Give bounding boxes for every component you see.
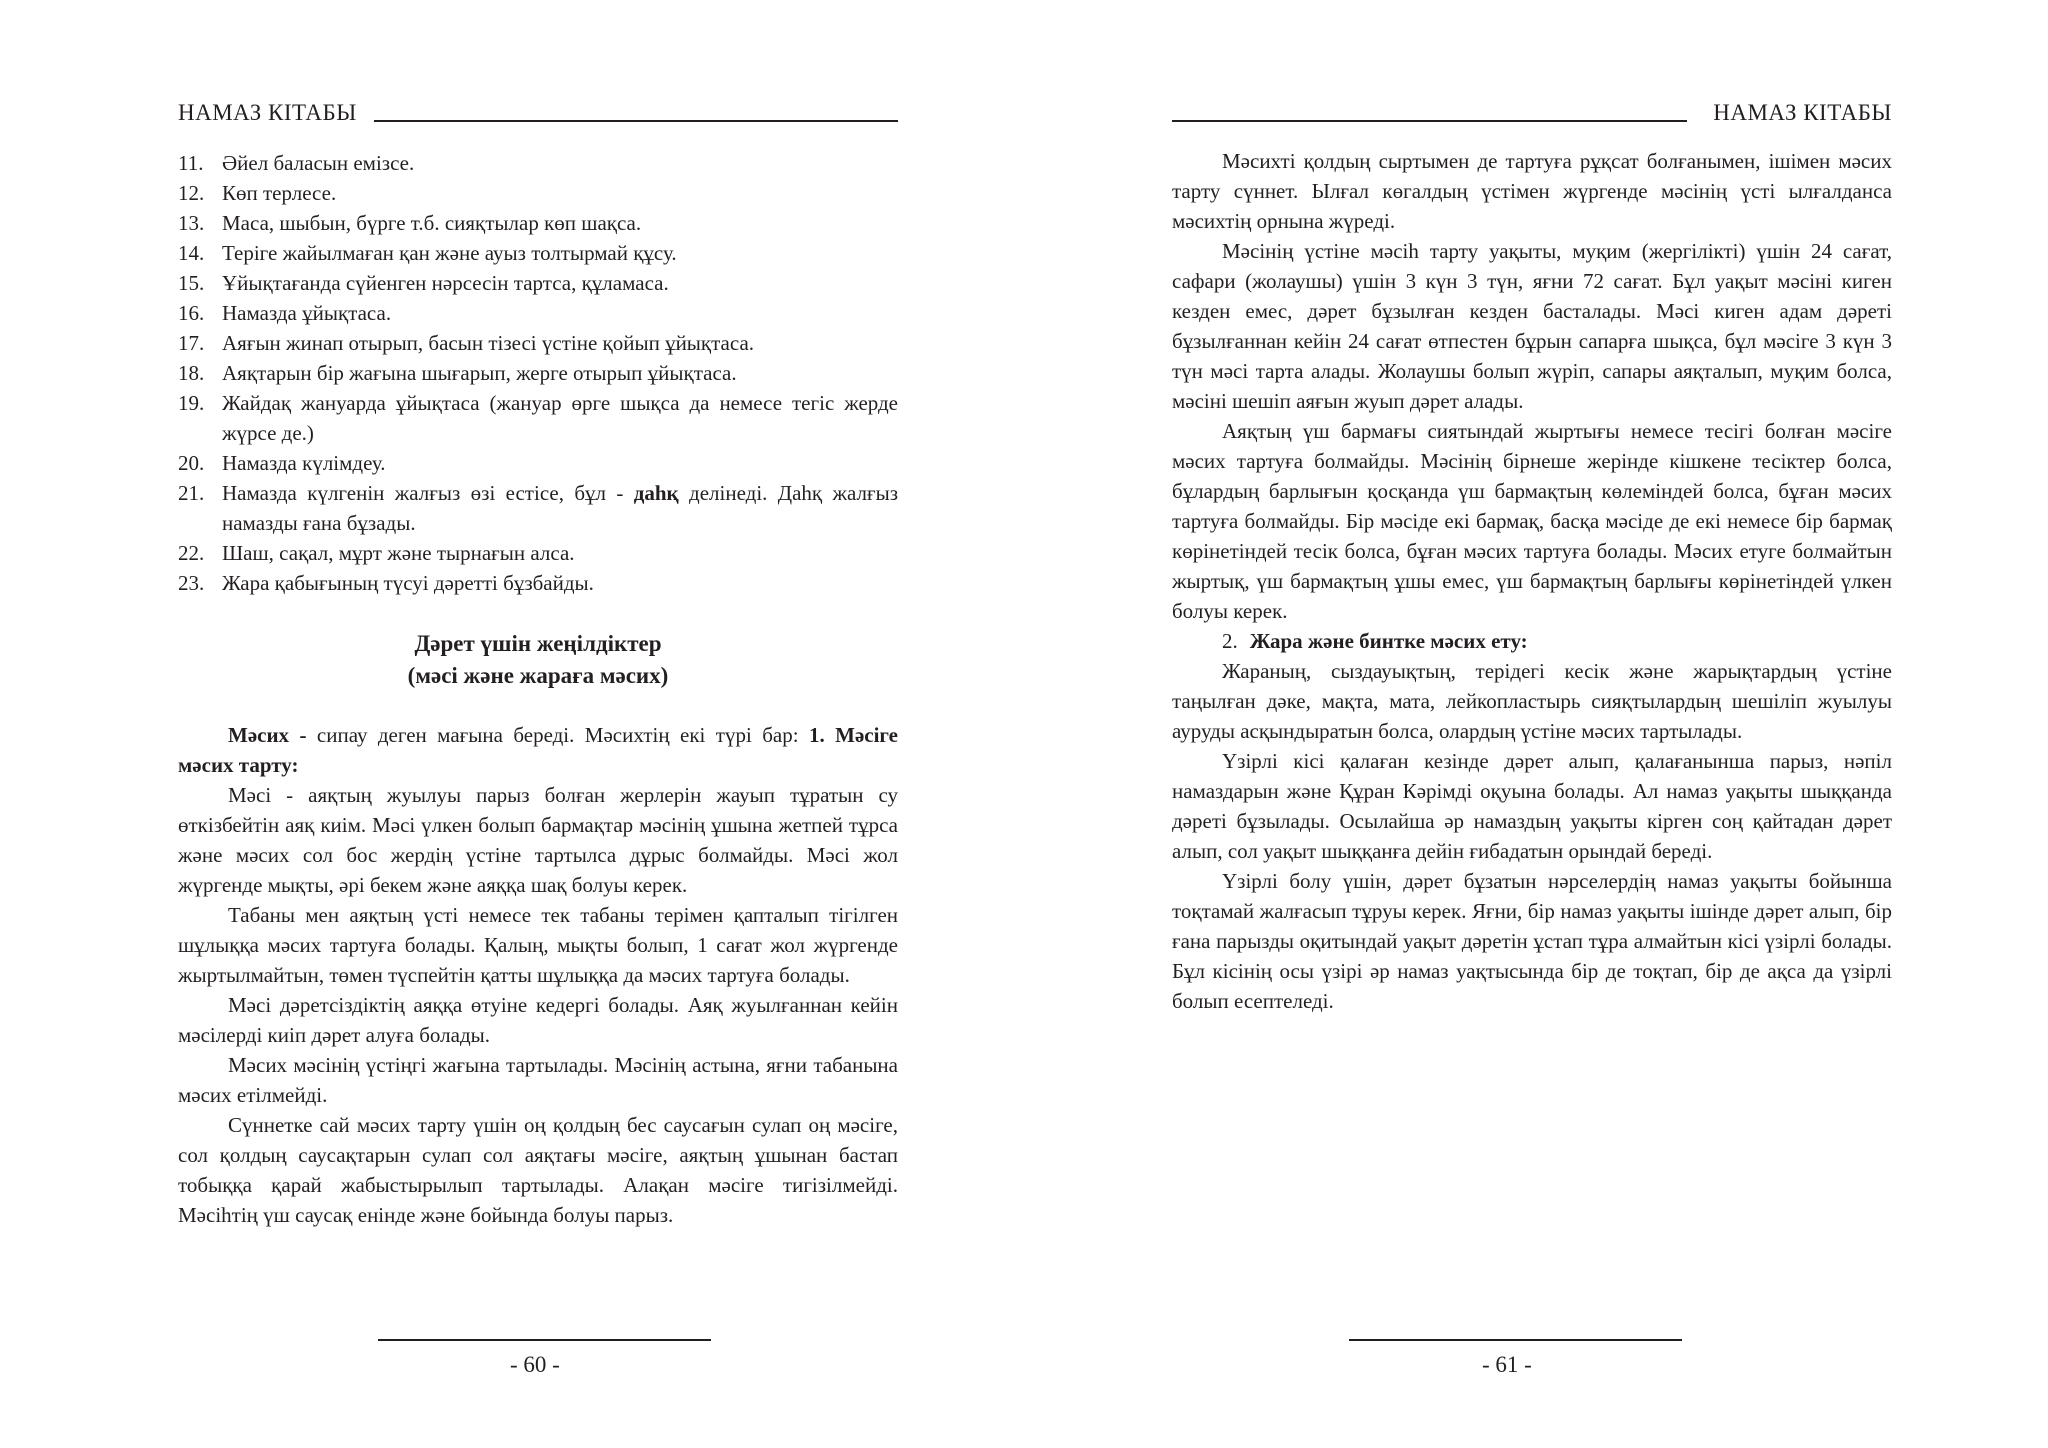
- list-item: 14. Теріге жайылмаған қан және ауыз толтырмай құсу.: [178, 241, 677, 265]
- paragraph: Мәсі дәретсіздіктің аяққа өтуіне кедергі болады. Аяқ жуылғаннан кейін мәсілерді киіп дәрет алуға болады.: [178, 993, 898, 1047]
- paragraph: Аяқтың үш бармағы сиятындай жыртығы немесе тесігі болған мәсіге мәсих тартуға болмайды. Мәсінің бірнеше жерінде кішкене тесіктер болса, бұлардың барлығын қосқанда үш бармақтың көлеміндей болса, бұған мәсих тартуға болмайды. Бір мәсіде екі бармақ, басқа мәсіде де екі немесе бір бармақ көрінетіндей тесік болса, бұған мәсих тартуға болады. Мәсих етуге болмайтын жыртық, үш бармақтың ұшы емес, үш бармақтың барлығы көрінетіндей үлкен болуы керек.: [1172, 419, 1892, 623]
- paragraph: Үзірлі болу үшін, дәрет бұзатын нәрселердің намаз уақыты бойынша тоқтамай жалғасып тұруы керек. Яғни, бір намаз уақыты ішінде дәрет алып, бір ғана парызды оқитындай уақыт дәретін ұстап тұра алмайтын кісі үзірлі болады. Бұл кісінің осы үзірі әр намаз уақтысында бір де тоқтап, бір де ақса да үзірлі болып есептеледі.: [1172, 869, 1892, 1013]
- right-page: [1172, 0, 1892, 1448]
- list-item: 20. Намазда күлімдеу.: [178, 451, 386, 475]
- list-item: 23. Жара қабығының түсуі дәретті бұзбайды.: [178, 571, 594, 595]
- list-item: 12. Көп терлесе.: [178, 181, 337, 205]
- page-header: [1172, 100, 1892, 134]
- paragraph: Үзірлі кісі қалаған кезінде дәрет алып, қалағанынша парыз, нәпіл намаздарын және Құран Кәрімді оқуына болады. Ал намаз уақыты шыққанда дәреті бұзылады. Осылайша әр намаздың уақыты кірген соң қайтадан дәрет алып, сол уақыт шыққанға дейін ғибадатын орындай береді.: [1172, 749, 1892, 863]
- footer-rule: [378, 1339, 711, 1341]
- page-number: - 60 -: [510, 1352, 560, 1377]
- paragraph: Жараның, сыздауықтың, терідегі кесік және жарықтардың үстіне таңылған дәке, мақта, мата, лейкопластырь сияқтылардың шешіліп жуылуы ауруды асқындыратын болса, олардың үстіне мәсих тартылады.: [1172, 659, 1892, 743]
- left-page: [178, 0, 898, 1448]
- page-body: [178, 148, 898, 1230]
- paragraph: Мәсих мәсінің үстіңгі жағына тартылады. Мәсінің астына, яғни табанына мәсих етілмейді.: [178, 1053, 898, 1107]
- header-title: НАМАЗ КІТАБЫ: [178, 100, 357, 125]
- paragraph: Мәсі - аяқтың жуылуы парыз болған жерлерін жауып тұратын су өткізбейтін аяқ киім. Мәсі үлкен болып бармақтар мәсінің ұшына жетпей тұрса және мәсих сол бос жердің үстіне тартылса дұрыс болмайды. Мәсі жол жүргенде мықты, әрі бекем және аяққа шақ болуы керек.: [178, 783, 898, 897]
- paragraph: Табаны мен аяқтың үсті немесе тек табаны терімен қапталып тігілген шұлыққа мәсих тартуға болады. Қалың, мықты болып, 1 сағат жол жүргенде жыртылмайтын, төмен түспейтін қатты шұлыққа да мәсих тартуға болады.: [178, 903, 898, 987]
- list-item: 19. Жайдақ жануарда ұйықтаса (жануар өрге шықса да немесе тегіс жерде жүрсе де.): [178, 391, 898, 445]
- list-item: 17. Аяғын жинап отырып, басын тізесі үстіне қойып ұйықтаса.: [178, 331, 755, 355]
- list-item: 13. Маса, шыбын, бүрге т.б. сияқтылар көп шақса.: [178, 211, 642, 235]
- list-item: 22. Шаш, сақал, мұрт және тырнағын алса.: [178, 541, 575, 565]
- page-header: [178, 100, 898, 134]
- list-item: 15. Ұйықтағанда сүйенген нәрсесін тартса, құламаса.: [178, 271, 669, 295]
- paragraph: Мәсихті қолдың сыртымен де тартуға рұқсат болғанымен, ішімен мәсих тарту сүннет. Ылғал көгалдың үстімен жүргенде мәсінің үсті ылғалданса мәсихтің орнына жүреді.: [1172, 149, 1892, 233]
- section-heading: Дәрет үшін жеңілдіктер (мәсі және жараға мәсих): [407, 631, 669, 688]
- subsection-title: 2. Жара және бинтке мәсих ету:: [1222, 629, 1528, 653]
- bold-term: даһқ: [633, 481, 679, 505]
- header-rule: [1172, 120, 1687, 122]
- page-body: [1172, 146, 1892, 1016]
- paragraph: Сүннетке сай мәсих тарту үшін оң қолдың бес саусағын сулап оң мәсіге, сол қолдың саусақтарын сулап сол аяқтағы мәсіге, аяқтың ұшынан бастап тобыққа қарай жабыстырылып тартылады. Алақан мәсіге тигізілмейді. Мәсіhтің үш саусақ енінде және бойында болуы парыз.: [178, 1113, 898, 1227]
- list-item: 21. Намазда күлгенін жалғыз өзі естісе, бұл - даһқ делінеді. Даһқ жалғыз намазды ғана бұзады.: [178, 481, 898, 535]
- footer-rule: [1349, 1339, 1682, 1341]
- numbered-list: [178, 148, 898, 598]
- list-item: 18. Аяқтарын бір жағына шығарып, жерге отырып ұйықтаса.: [178, 361, 737, 385]
- list-item: 16. Намазда ұйықтаса.: [178, 301, 392, 325]
- list-item: 11. Әйел баласын емізсе.: [178, 151, 415, 175]
- paragraph: Мәсінің үстіне мәсіh тарту уақыты, муқим (жергілікті) үшін 24 сағат, сафари (жолаушы) үшін 3 күн 3 түн, яғни 72 сағат. Бұл уақыт мәсіні киген кезден емес, дәрет бұзылған кезден басталады. Мәсі киген адам дәреті бұзылғаннан кейін 24 сағат өтпестен бұрын сапарға шықса, бұл мәсіге 3 күн 3 түн мәсі тарта алады. Жолаушы болып жүріп, сапары аяқталып, муқим болса, мәсіні шешіп аяғын жуып дәрет алады.: [1172, 239, 1892, 413]
- intro-paragraph: Мәсих - сипау деген мағына береді. Мәсихтің екі түрі бар: 1. Мәсіге мәсих тарту:: [178, 723, 898, 777]
- header-title: НАМАЗ КІТАБЫ: [1713, 100, 1892, 125]
- header-rule: [374, 120, 898, 122]
- page-number: - 61 -: [1482, 1352, 1532, 1377]
